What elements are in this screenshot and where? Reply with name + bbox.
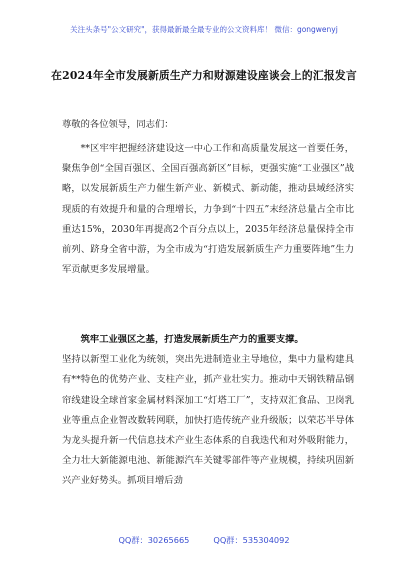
footer (0, 535, 408, 546)
paragraph-2: 坚持以新型工业化为统领，突出先进制造业主导地位，集中力量构建具有**特色的优势产业、支柱产业，抓产业壮实力。推动中天钢铁精品钢帘线建设全球首家金属材料深加工“灯塔工厂”，支持双汇食品、卫岗乳业等重点企业智改数转网联，加快打造传统产业升级版；以荣芯半导体为龙头提升新一代信息技术产业生态体系的自我迭代和对外吸附能力，全力壮大新能源电池、新能源汽车关键零部件等产业规模，持续巩固新兴产业好势头。抓项目增后劲 (62, 354, 354, 487)
section-heading: 筑牢工业强区之基，打造发展新质生产力的重要支撑。 (80, 334, 304, 345)
document-title: 在2024年全市发展新质生产力和财源建设座谈会上的汇报发言 (51, 69, 357, 82)
footer-qq-group-2: QQ群：535304092 (213, 535, 290, 545)
header-note: 关注头条号"公文研究"，获得最新最全最专业的公文资料库！ 微信：gongwenyj (70, 25, 338, 34)
section-block (62, 330, 354, 492)
footer-qq-group-1: QQ群：30265665 (118, 535, 190, 545)
paragraph-1: **区牢牢把握经济建设这一中心工作和高质量发展这一首要任务，聚焦争创“全国百强区、全国百强高新区”目标，更强实施“工业强区”战略，以发展新质生产力催生新产业、新模式、新动能，推动县域经济实现质的有效提升和量的合理增长，力争到“十四五”末经济总量占全市比重达15%，2030年再提高2个百分点以上，2035年经济总量保持全市前列、跻身全省中游，为全市成为“打造发展新质生产力重要阵地”生力军贡献更多发展增量。 (62, 143, 354, 276)
greeting: 尊敬的各位领导，同志们： (62, 119, 174, 130)
